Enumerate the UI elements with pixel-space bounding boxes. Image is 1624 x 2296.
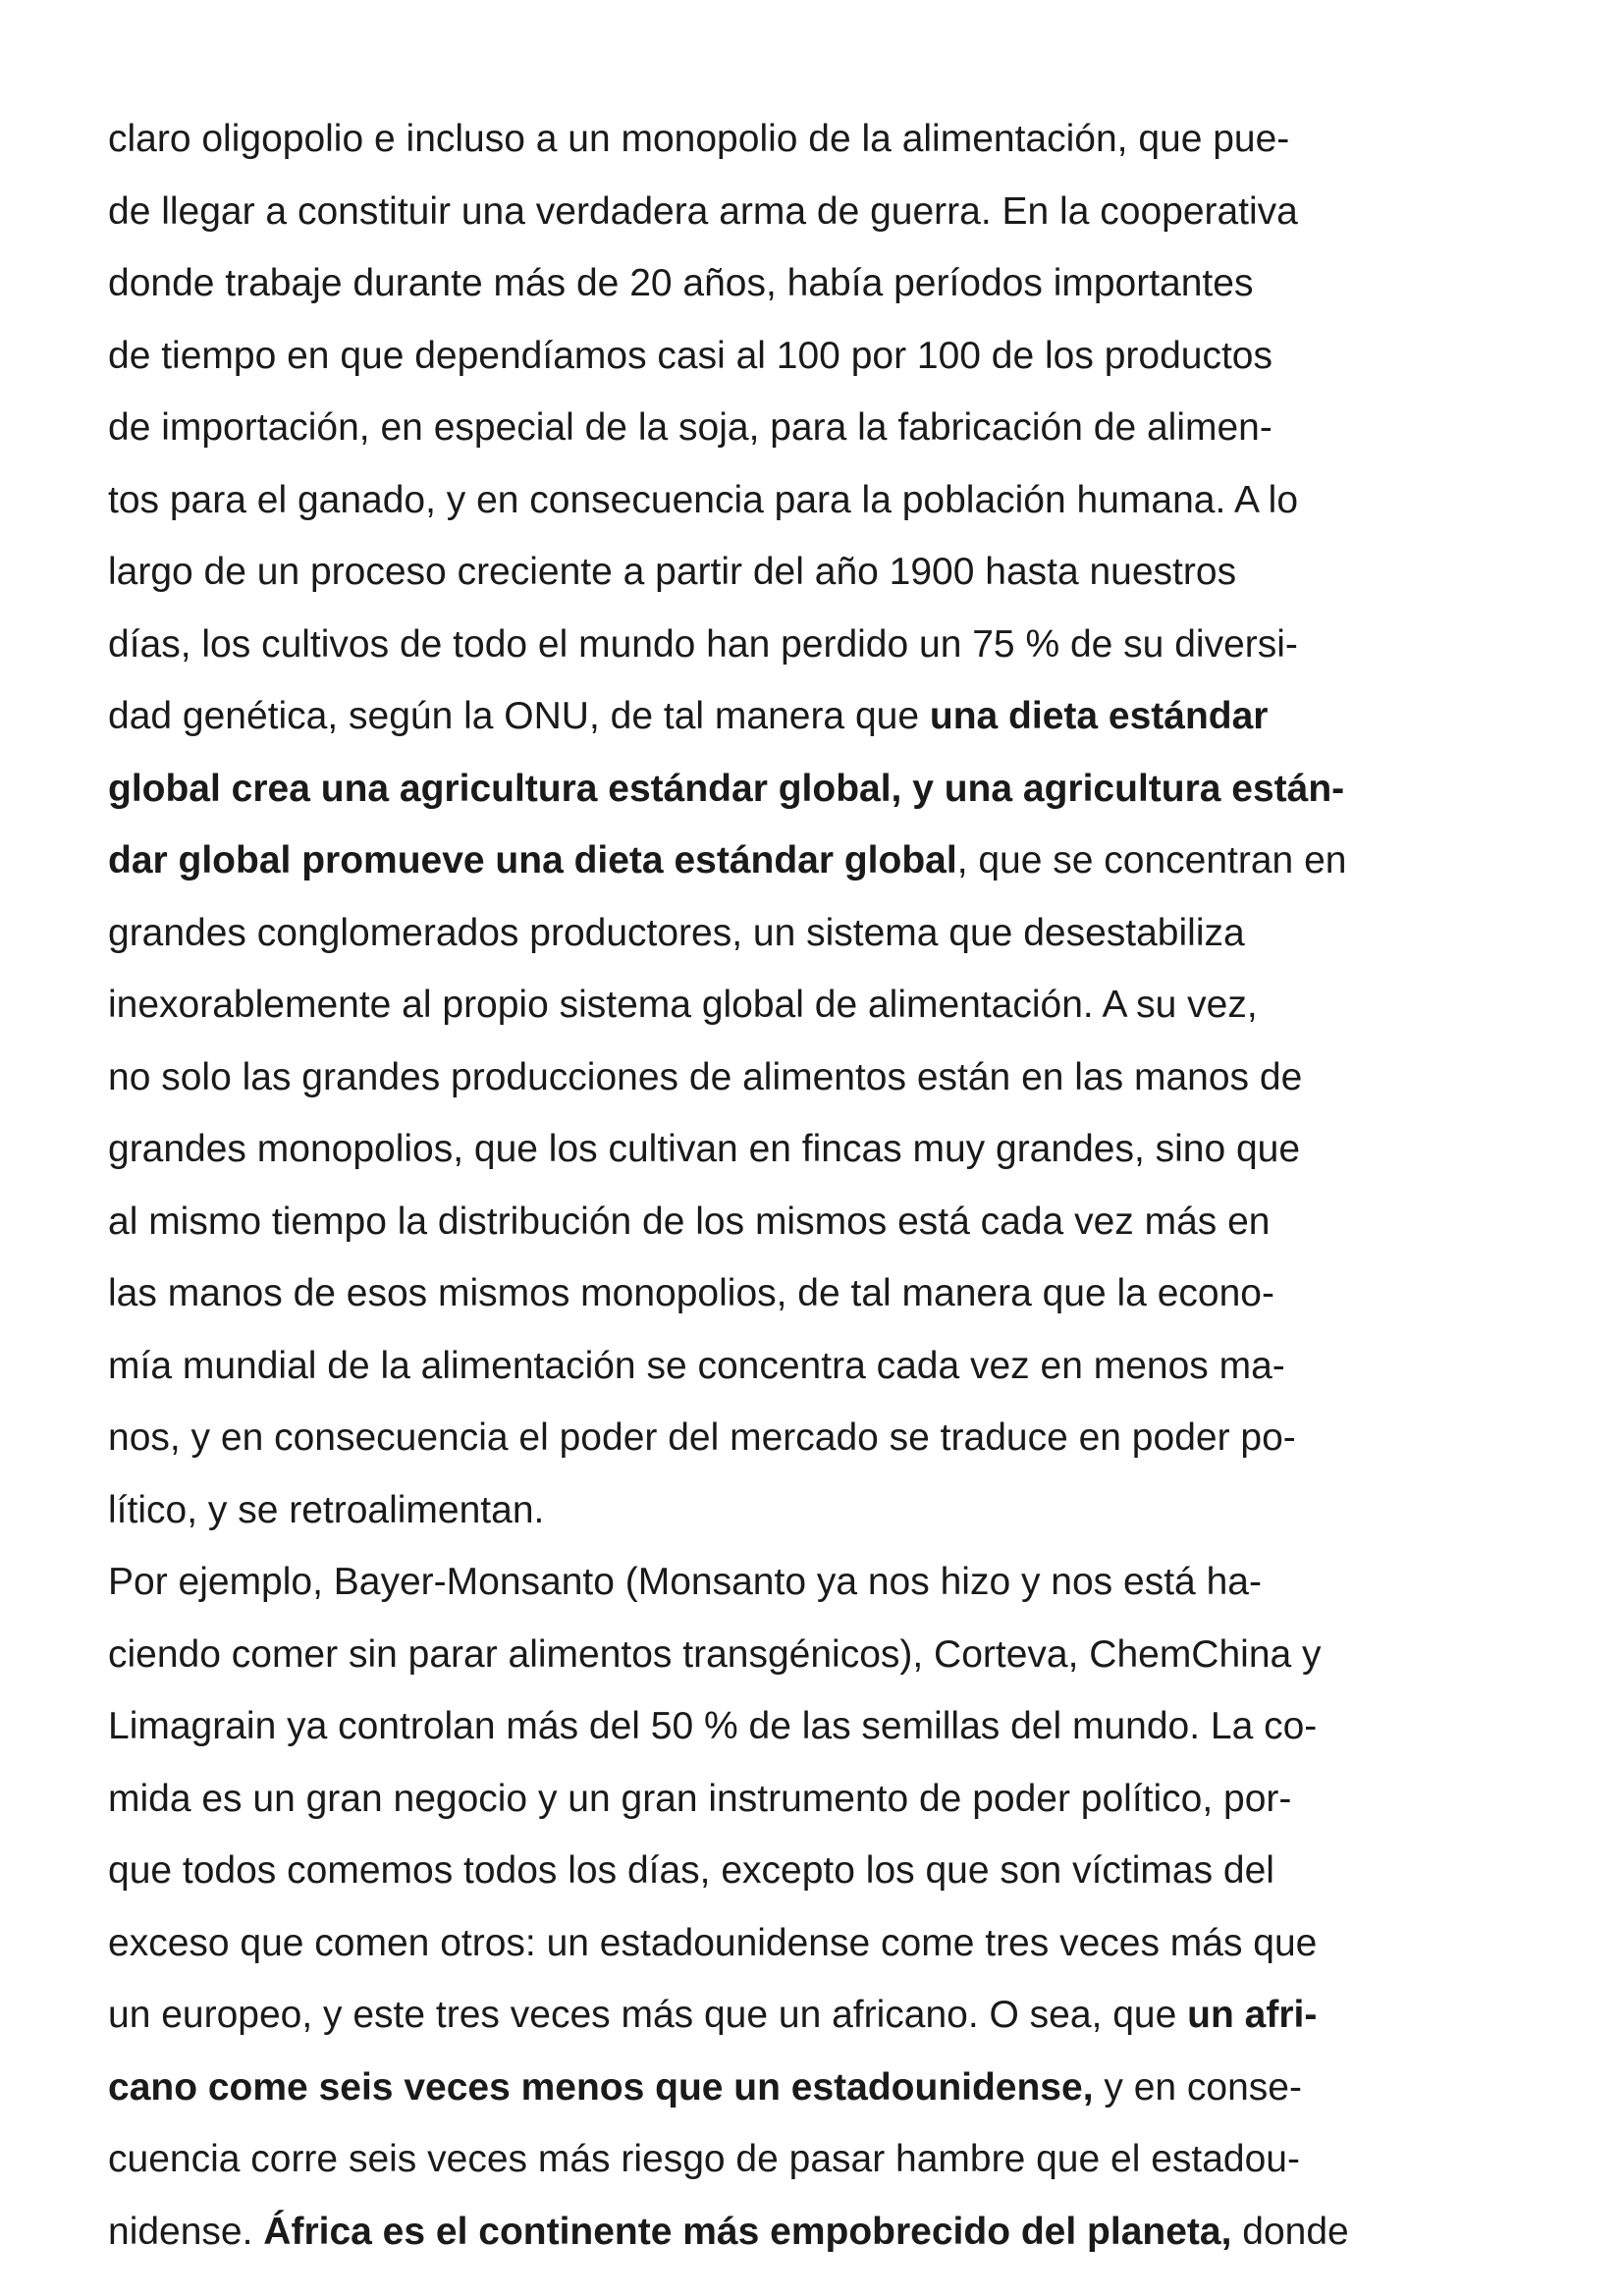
text-run: inexorablemente al propio sistema global de alimentación. A su vez,	[108, 984, 1258, 1026]
text-line	[108, 247, 1522, 320]
bold-text-run: cano come seis veces menos que un estadounidense,	[108, 2065, 1094, 2109]
text-run: claro oligopolio e incluso a un monopolio de la alimentación, que pue-	[108, 118, 1290, 160]
text-run: de llegar a constituir una verdadera arma de guerra. En la cooperativa	[108, 189, 1298, 233]
text-run: mía mundial de la alimentación se concentra cada vez en menos ma-	[108, 1344, 1285, 1387]
text-run: dad genética, según la ONU, de tal manera que	[108, 695, 930, 737]
text-run: nidense.	[108, 2210, 264, 2253]
text-line	[108, 392, 1522, 464]
body-paragraph-2	[108, 1546, 1522, 2268]
text-line	[108, 753, 1522, 826]
text-run: largo de un proceso creciente a partir del año 1900 hasta nuestros	[108, 551, 1237, 593]
text-run: donde	[1231, 2210, 1349, 2253]
text-line	[108, 1835, 1522, 1907]
text-run: Limagrain ya controlan más del 50 % de las semillas del mundo. La co-	[108, 1705, 1318, 1747]
text-run: días, los cultivos de todo el mundo han perdido un 75 % de su diversi-	[108, 622, 1298, 666]
bold-text-run: global crea una agricultura estándar global, y una agricultura están-	[108, 767, 1345, 810]
text-run: al mismo tiempo la distribución de los mismos está cada vez más en	[108, 1200, 1271, 1243]
text-line	[108, 464, 1522, 537]
text-run: de tiempo en que dependíamos casi al 100 por 100 de los productos	[108, 334, 1272, 377]
text-line	[108, 1474, 1522, 1547]
text-line	[108, 897, 1522, 970]
bold-text-run: África es el continente más empobrecido del planeta,	[263, 2210, 1232, 2253]
text-run: , que se concentran en	[956, 839, 1347, 881]
text-line	[108, 2052, 1522, 2124]
text-line	[108, 1041, 1522, 1114]
text-line	[108, 1186, 1522, 1258]
text-line	[108, 1546, 1522, 1619]
text-line	[108, 1619, 1522, 1691]
text-line	[108, 2196, 1522, 2269]
text-run: exceso que comen otros: un estadounidense come tres veces más que	[108, 1921, 1318, 1964]
bold-text-run: una dieta estándar	[929, 695, 1269, 737]
text-run: y en conse-	[1093, 2065, 1302, 2109]
text-run: grandes conglomerados productores, un sistema que desestabiliza	[108, 911, 1245, 954]
text-line	[108, 1257, 1522, 1330]
text-line	[108, 1113, 1522, 1186]
bold-text-run: dar global promueve una dieta estándar global	[108, 839, 957, 881]
text-run: cuencia corre seis veces más riesgo de pasar hambre que el estadou-	[108, 2138, 1300, 2180]
text-run: un europeo, y este tres veces más que un africano. O sea, que	[108, 1994, 1188, 2036]
text-line	[108, 1979, 1522, 2052]
body-paragraph-1	[108, 103, 1522, 1546]
text-run: donde trabaje durante más de 20 años, había períodos importantes	[108, 262, 1254, 304]
text-line	[108, 680, 1522, 753]
text-run: no solo las grandes producciones de alimentos están en las manos de	[108, 1055, 1303, 1098]
text-line	[108, 536, 1522, 609]
text-run: tos para el ganado, y en consecuencia para la población humana. A lo	[108, 478, 1299, 521]
text-line	[108, 1330, 1522, 1403]
text-line	[108, 825, 1522, 897]
text-run: Por ejemplo, Bayer-Monsanto (Monsanto ya nos hizo y nos está ha-	[108, 1561, 1262, 1603]
text-line	[108, 2123, 1522, 2196]
text-line	[108, 1907, 1522, 1980]
text-line	[108, 1763, 1522, 1836]
bold-text-run: un afri-	[1187, 1994, 1318, 2036]
text-run: ciendo comer sin parar alimentos transgénicos), Corteva, ChemChina y	[108, 1632, 1322, 1676]
text-line	[108, 1402, 1522, 1474]
text-line	[108, 969, 1522, 1041]
text-run: las manos de esos mismos monopolios, de tal manera que la econo-	[108, 1272, 1274, 1314]
text-run: grandes monopolios, que los cultivan en fincas muy grandes, sino que	[108, 1128, 1301, 1170]
text-run: de importación, en especial de la soja, para la fabricación de alimen-	[108, 406, 1272, 449]
text-line	[108, 609, 1522, 681]
text-line	[108, 1690, 1522, 1763]
text-run: mida es un gran negocio y un gran instrumento de poder político, por-	[108, 1777, 1292, 1820]
text-line	[108, 320, 1522, 393]
text-run: nos, y en consecuencia el poder del mercado se traduce en poder po-	[108, 1416, 1296, 1459]
text-run: que todos comemos todos los días, excepto los que son víctimas del	[108, 1849, 1274, 1892]
text-run: lítico, y se retroalimentan.	[108, 1488, 545, 1531]
text-line	[108, 176, 1522, 248]
text-line	[108, 103, 1522, 176]
